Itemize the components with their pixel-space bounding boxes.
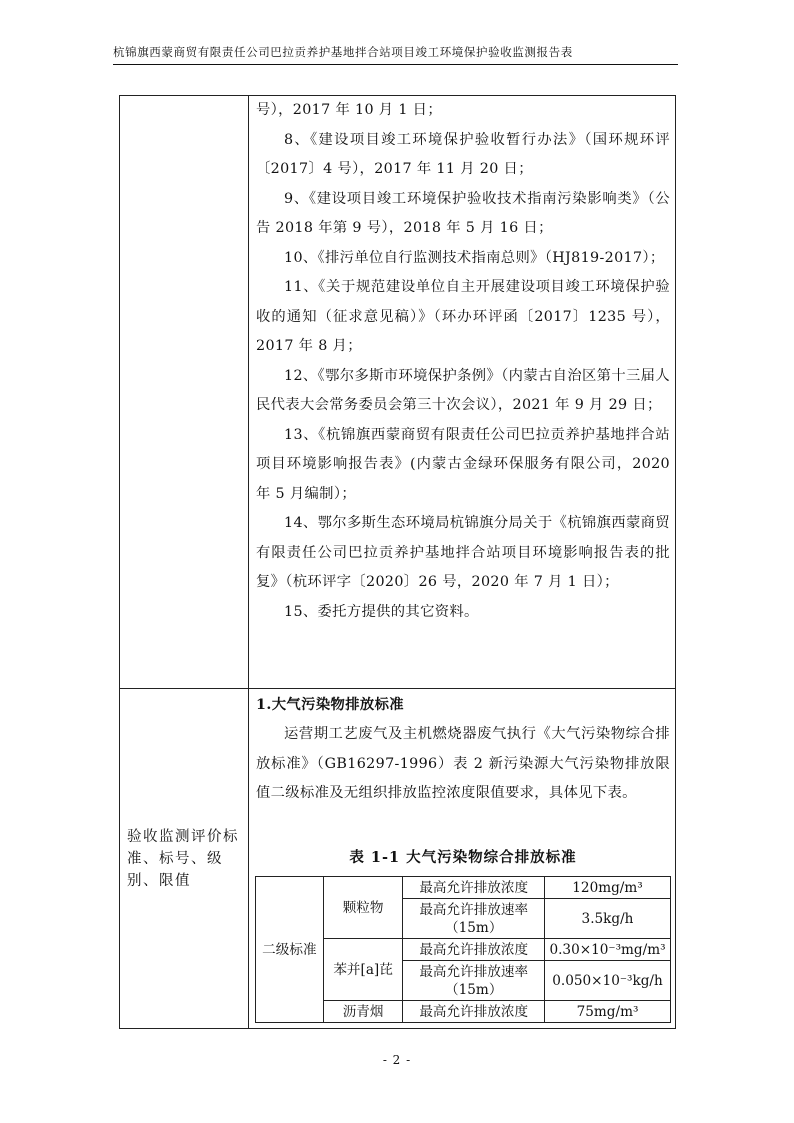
value-cell: 0.30×10⁻³mg/m³ — [545, 939, 671, 961]
value-cell: 3.5kg/h — [545, 899, 671, 939]
value-cell: 75mg/m³ — [545, 1001, 671, 1023]
header-rule — [113, 64, 678, 65]
page-header: 杭锦旗西蒙商贸有限责任公司巴拉贡养护基地拌合站项目竣工环境保护验收监测报告表 — [113, 45, 573, 59]
pollutant-cell: 苯并[a]芘 — [323, 939, 403, 1001]
pollutant-cell: 颗粒物 — [323, 877, 403, 939]
basis-list — [256, 96, 670, 627]
table-caption: 表 1-1 大气污染物综合排放标准 — [349, 849, 577, 866]
standards-section — [256, 689, 670, 809]
item-cell: 最高允许排放浓度 — [403, 939, 545, 961]
page-number: - 2 - — [382, 1053, 412, 1067]
item-cell: 最高允许排放浓度 — [403, 1001, 545, 1023]
level-cell: 二级标准 — [256, 877, 324, 1023]
basis-item: 10、《排污单位自行监测技术指南总则》（HJ819-2017）； — [284, 249, 665, 266]
basis-item: 15、委托方提供的其它资料。 — [284, 603, 479, 620]
basis-item: 9、《建设项目竣工环境保护验收技术指南污染影响类》（公告 2018 年第 9 号），2018 年 5 月 16 日； — [256, 190, 670, 236]
item-cell: 最高允许排放浓度 — [403, 877, 545, 899]
basis-item: 号），2017 年 10 月 1 日； — [256, 102, 442, 118]
row-label-standards: 验收监测评价标准、标号、级别、限值 — [127, 829, 239, 889]
column-divider — [248, 95, 249, 1029]
basis-item: 11、《关于规范建设单位自主开展建设项目竣工环境保护验收的通知（征求意见稿）》（环办环评函〔2017〕1235 号），2017 年 8 月； — [256, 279, 670, 354]
value-cell: 0.050×10⁻³kg/h — [545, 961, 671, 1001]
table-row — [256, 877, 671, 899]
basis-item: 13、《杭锦旗西蒙商贸有限责任公司巴拉贡养护基地拌合站项目环境影响报告表》(内蒙古金绿环保服务有限公司，2020 年 5 月编制）； — [256, 426, 670, 502]
basis-item: 12、《鄂尔多斯市环境保护条例》（内蒙古自治区第十三届人民代表大会常务委员会第三十次会议），2021 年 9 月 29 日； — [256, 367, 670, 413]
value-cell: 120mg/m³ — [545, 877, 671, 899]
section-title: 1.大气污染物排放标准 — [256, 697, 404, 713]
basis-item: 8、《建设项目竣工环境保护验收暂行办法》（国环规环评〔2017〕4 号），2017 年 11 月 20 日； — [256, 131, 670, 177]
emission-standard-table — [255, 876, 671, 1023]
basis-item: 14、鄂尔多斯生态环境局杭锦旗分局关于《杭锦旗西蒙商贸有限责任公司巴拉贡养护基地拌合站项目环境影响报告表的批复》（杭环评字〔2020〕26 号，2020 年 7 月 1 日）； — [256, 515, 670, 590]
item-cell: 最高允许排放速率（15m） — [403, 899, 545, 939]
pollutant-cell: 沥青烟 — [323, 1001, 403, 1023]
section-intro: 运营期工艺废气及主机燃烧器废气执行《大气污染物综合排放标准》（GB16297-1996）表 2 新污染源大气污染物排放限值二级标准及无组织排放监控浓度限值要求，具体见下表。 — [256, 726, 670, 801]
item-cell: 最高允许排放速率（15m） — [403, 961, 545, 1001]
